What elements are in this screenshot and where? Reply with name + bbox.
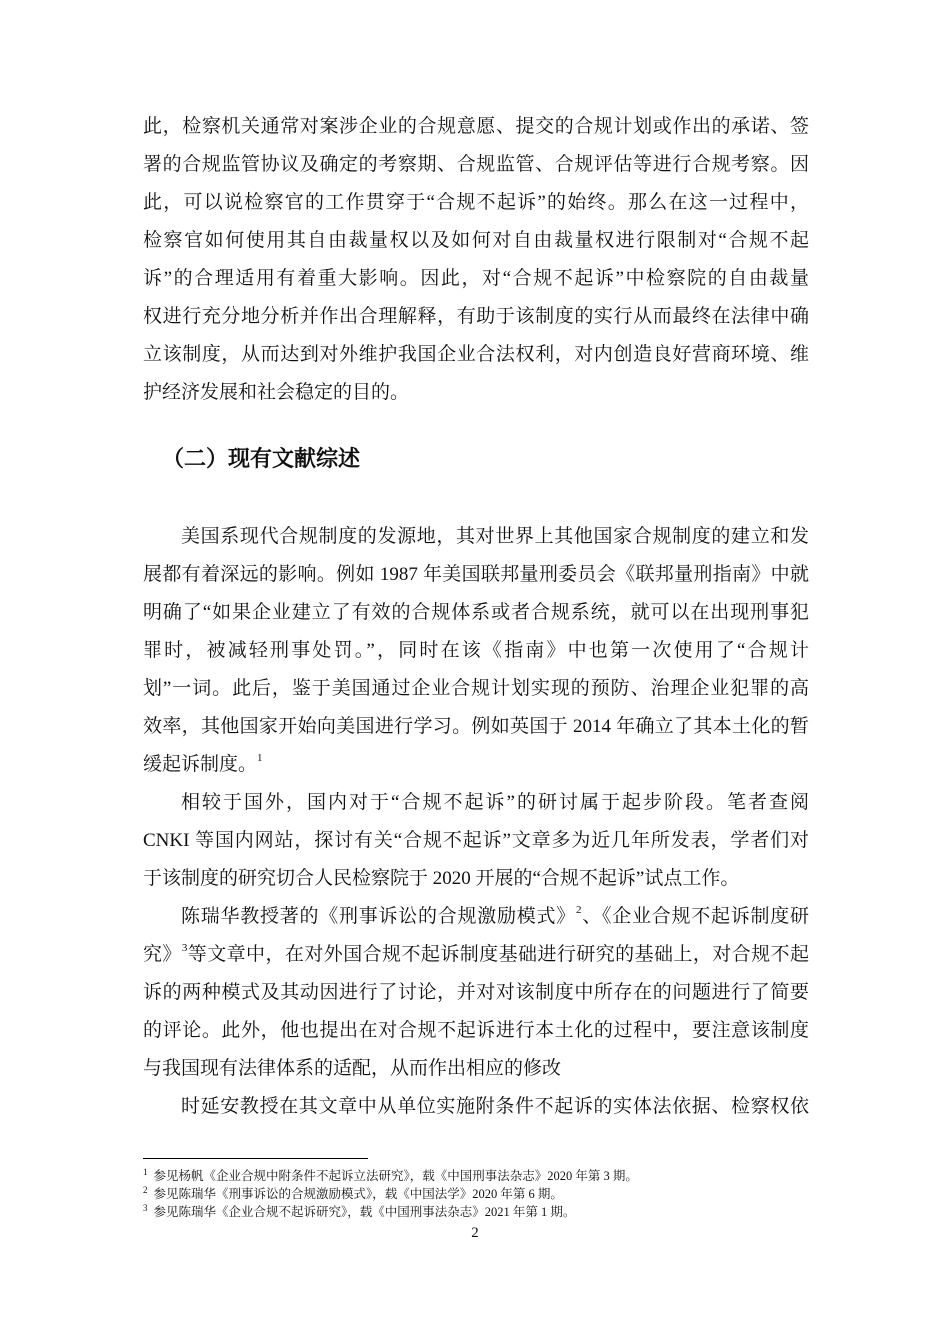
text-line [143,822,809,860]
text-segment: 此，检察机关通常对案涉企业的合规意愿、提交的合规计划或作出的承诺、签 [143,116,809,137]
text-line [143,1012,809,1050]
text-segment: 罪时，被减轻刑事处罚。”，同时在该《指南》中也第一次使用了“合规计 [143,640,809,661]
text-line [143,974,809,1012]
text-line [143,260,809,298]
text-line [143,146,809,184]
text-line [143,298,809,336]
text-segment: 美国系现代合规制度的发源地，其对世界上其他国家合规制度的建立和发 [181,526,809,547]
section-heading: （二）现有文献综述 [162,447,361,472]
paragraph [143,518,809,784]
footnote-text: 参见陈瑞华《刑事诉讼的合规激励模式》，载《中国法学》2020 年第 6 期。 [153,1187,563,1201]
text-line [143,518,809,556]
text-segment: 缓起诉制度。 [143,754,258,775]
text-segment: 此，可以说检察官的工作贯穿于“合规不起诉”的始终。那么在这一过程中， [143,192,809,213]
text-line [143,632,809,670]
footnote-reference: 3 [181,942,188,954]
text-segment: 相较于国外，国内对于“合规不起诉”的研讨属于起步阶段。笔者查阅 [181,792,809,813]
text-line [143,708,809,746]
text-line [143,374,809,412]
text-segment: 护经济发展和社会稳定的目的。 [143,382,410,403]
text-segment: 检察官如何使用其自由裁量权以及如何对自由裁量权进行限制对“合规不起 [143,230,809,251]
text-segment: 、《企业合规不起诉制度研 [581,906,809,927]
text-segment: 陈瑞华教授著的《刑事诉讼的合规激励模式》 [181,906,576,927]
footnote [143,1203,638,1221]
paragraph [143,1088,809,1126]
text-segment: 等文章中，在对外国合规不起诉制度基础进行研究的基础上，对合规不起 [187,944,809,965]
footnote [143,1185,638,1203]
text-segment: 展都有着深远的影响。例如 1987 年美国联邦量刑委员会《联邦量刑指南》中就 [143,564,809,585]
text-line [143,860,809,898]
footnote-divider [143,1158,368,1159]
paragraph [143,784,809,898]
text-line [143,222,809,260]
footnote-number: 2 [143,1185,148,1195]
text-segment: 立该制度，从而达到对外维护我国企业合法权利，对内创造良好营商环境、维 [143,344,809,365]
footnote-reference: 2 [575,904,582,916]
text-segment: 于该制度的研究切合人民检察院于 2020 开展的“合规不起诉”试点工作。 [143,868,740,889]
text-line [143,594,809,632]
footnotes [143,1167,638,1221]
text-line [143,1050,809,1088]
paragraph [143,898,809,1088]
text-segment: 明确了“如果企业建立了有效的合规体系或者合规系统，就可以在出现刑事犯 [143,602,809,623]
text-segment: 诉的两种模式及其动因进行了讨论，并对对该制度中所存在的问题进行了简要 [143,982,809,1003]
footnote-text: 参见杨帆《企业合规中附条件不起诉立法研究》，载《中国刑事法杂志》2020 年第 3 期。 [153,1169,638,1183]
text-line [143,746,809,784]
text-segment: 权进行充分地分析并作出合理解释，有助于该制度的实行从而最终在法律中确 [143,306,809,327]
footnote-number: 3 [143,1203,148,1213]
text-segment: 署的合规监管协议及确定的考察期、合规监管、合规评估等进行合规考察。因 [143,154,809,175]
text-line [143,336,809,374]
text-segment: 效率，其他国家开始向美国进行学习。例如英国于 2014 年确立了其本土化的暂 [143,716,809,737]
page-number: 2 [471,1225,479,1241]
text-segment: CNKI 等国内网站，探讨有关“合规不起诉”文章多为近几年所发表，学者们对 [143,830,809,851]
text-line [143,184,809,222]
footnote-text: 参见陈瑞华《企业合规不起诉研究》，载《中国刑事法杂志》2021 年第 1 期。 [153,1205,576,1219]
text-line [143,556,809,594]
text-line [143,670,809,708]
text-segment: 的评论。此外，他也提出在对合规不起诉进行本土化的过程中，要注意该制度 [143,1020,809,1041]
text-segment: 划”一词。此后，鉴于美国通过企业合规计划实现的预防、治理企业犯罪的高 [143,678,809,699]
text-line [143,108,809,146]
text-line [143,1088,809,1126]
footnote-reference: 1 [257,752,263,764]
paragraph [143,108,809,412]
text-segment: 时延安教授在其文章中从单位实施附条件不起诉的实体法依据、检察权依 [181,1096,809,1117]
text-line [143,936,809,974]
text-segment: 诉”的合理适用有着重大影响。因此，对“合规不起诉”中检察院的自由裁量 [143,268,809,289]
footnote [143,1167,638,1185]
text-segment: 与我国现有法律体系的适配，从而作出相应的修改 [143,1058,562,1079]
text-line [143,898,809,936]
text-line [143,784,809,822]
text-segment: 究》 [143,944,182,965]
footnote-number: 1 [143,1167,148,1177]
